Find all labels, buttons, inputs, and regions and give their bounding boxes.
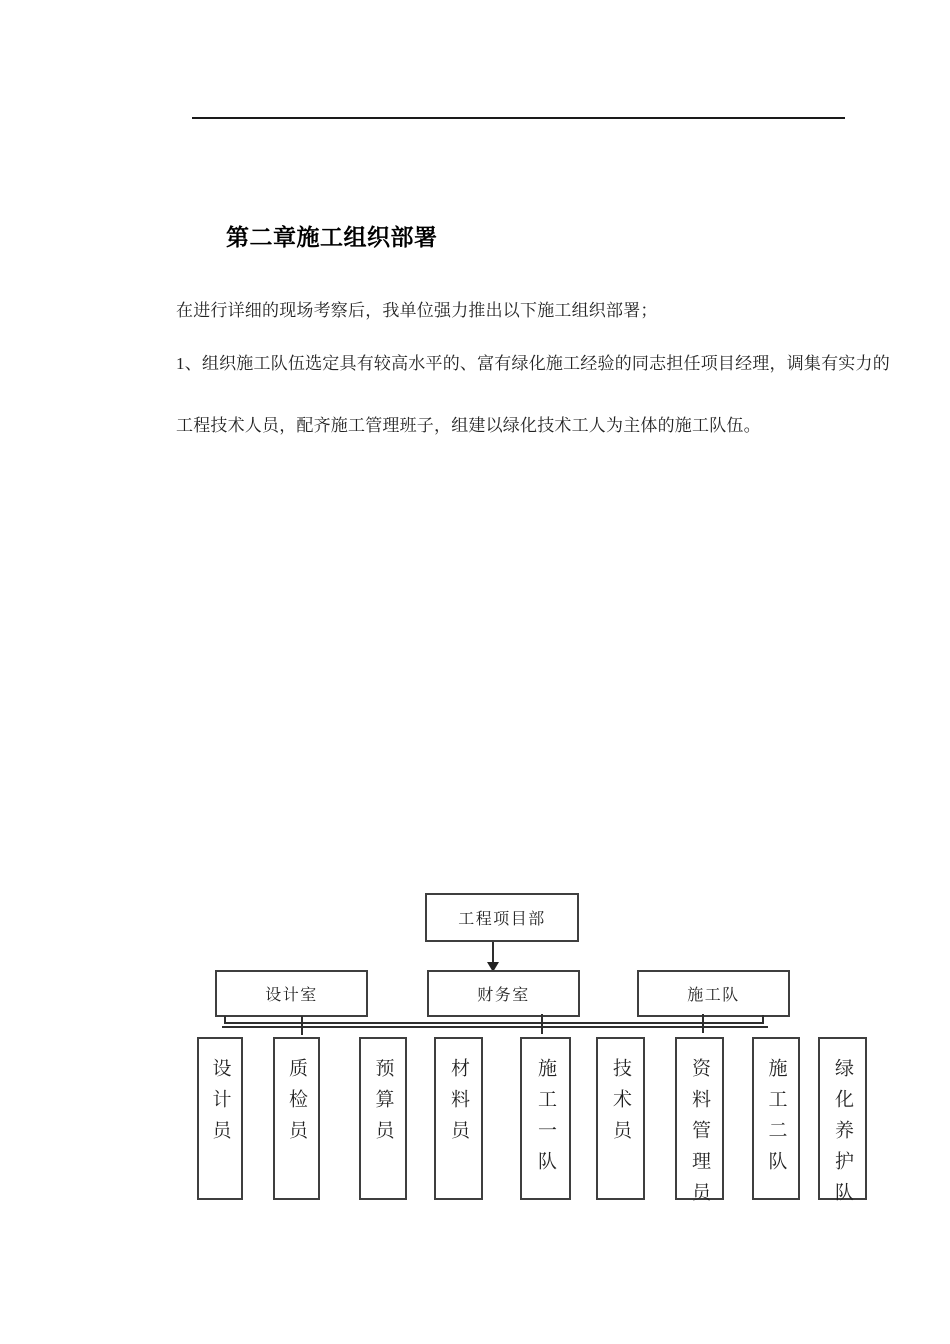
- root-connector-line: [492, 942, 494, 963]
- staff-materials-label: 材料员: [448, 1058, 469, 1151]
- orgchart-dept-finance-box: [427, 970, 580, 1017]
- dept-construction-label: 施工队: [687, 987, 740, 1004]
- orgchart-dept-construction-box: [637, 970, 790, 1017]
- staff-estimator-label: 预算员: [372, 1058, 394, 1151]
- orgchart-staff-crew1-box: [520, 1037, 571, 1200]
- staff-quality-inspector-label: 质检员: [286, 1058, 307, 1151]
- orgchart-staff-estimator-box: [359, 1037, 407, 1200]
- dept-design-label: 设计室: [265, 987, 318, 1004]
- orgchart-staff-greening-maintenance-box: [818, 1037, 867, 1213]
- orgchart-root-box: [425, 893, 579, 942]
- chapter-heading: 第二章施工组织部署: [226, 225, 438, 250]
- orgchart-staff-technician-box: [596, 1037, 645, 1200]
- paragraph-item1-line2: 工程技术人员，配齐施工管理班子，组建以绿化技术工人为主体的施工队伍。: [176, 416, 761, 435]
- connector-stub-construction: [702, 1014, 704, 1033]
- connector-stub-design: [301, 1016, 303, 1035]
- staff-archivist-label: 资料管理员: [689, 1058, 710, 1213]
- paragraph-intro: 在进行详细的现场考察后，我单位强力推出以下施工组织部署；: [176, 301, 658, 320]
- staff-designer-label: 设计员: [209, 1058, 231, 1151]
- staff-technician-label: 技术员: [610, 1058, 631, 1151]
- orgchart-staff-archivist-box: [675, 1037, 724, 1213]
- staff-crew2-label: 施工二队: [765, 1058, 787, 1182]
- header-rule: [192, 117, 845, 119]
- staff-greening-maintenance-label: 绿化养护队: [832, 1058, 853, 1213]
- connector-stub-finance: [541, 1014, 543, 1034]
- orgchart-staff-crew2-box: [752, 1037, 800, 1200]
- paragraph-item1-line1: 1、组织施工队伍选定具有较高水平的、富有绿化施工经验的同志担任项目经理，调集有实力的: [176, 354, 890, 373]
- staff-crew1-label: 施工一队: [535, 1058, 556, 1182]
- dept-finance-label: 财务室: [477, 987, 530, 1004]
- connector-horizontal-line-1: [225, 1022, 764, 1024]
- orgchart-staff-materials-box: [434, 1037, 483, 1200]
- orgchart-root-label: 工程项目部: [458, 911, 546, 928]
- orgchart-dept-design-box: [215, 970, 368, 1017]
- connector-horizontal-line-2: [222, 1026, 768, 1028]
- orgchart-staff-designer-box: [197, 1037, 243, 1200]
- orgchart-staff-quality-inspector-box: [273, 1037, 320, 1200]
